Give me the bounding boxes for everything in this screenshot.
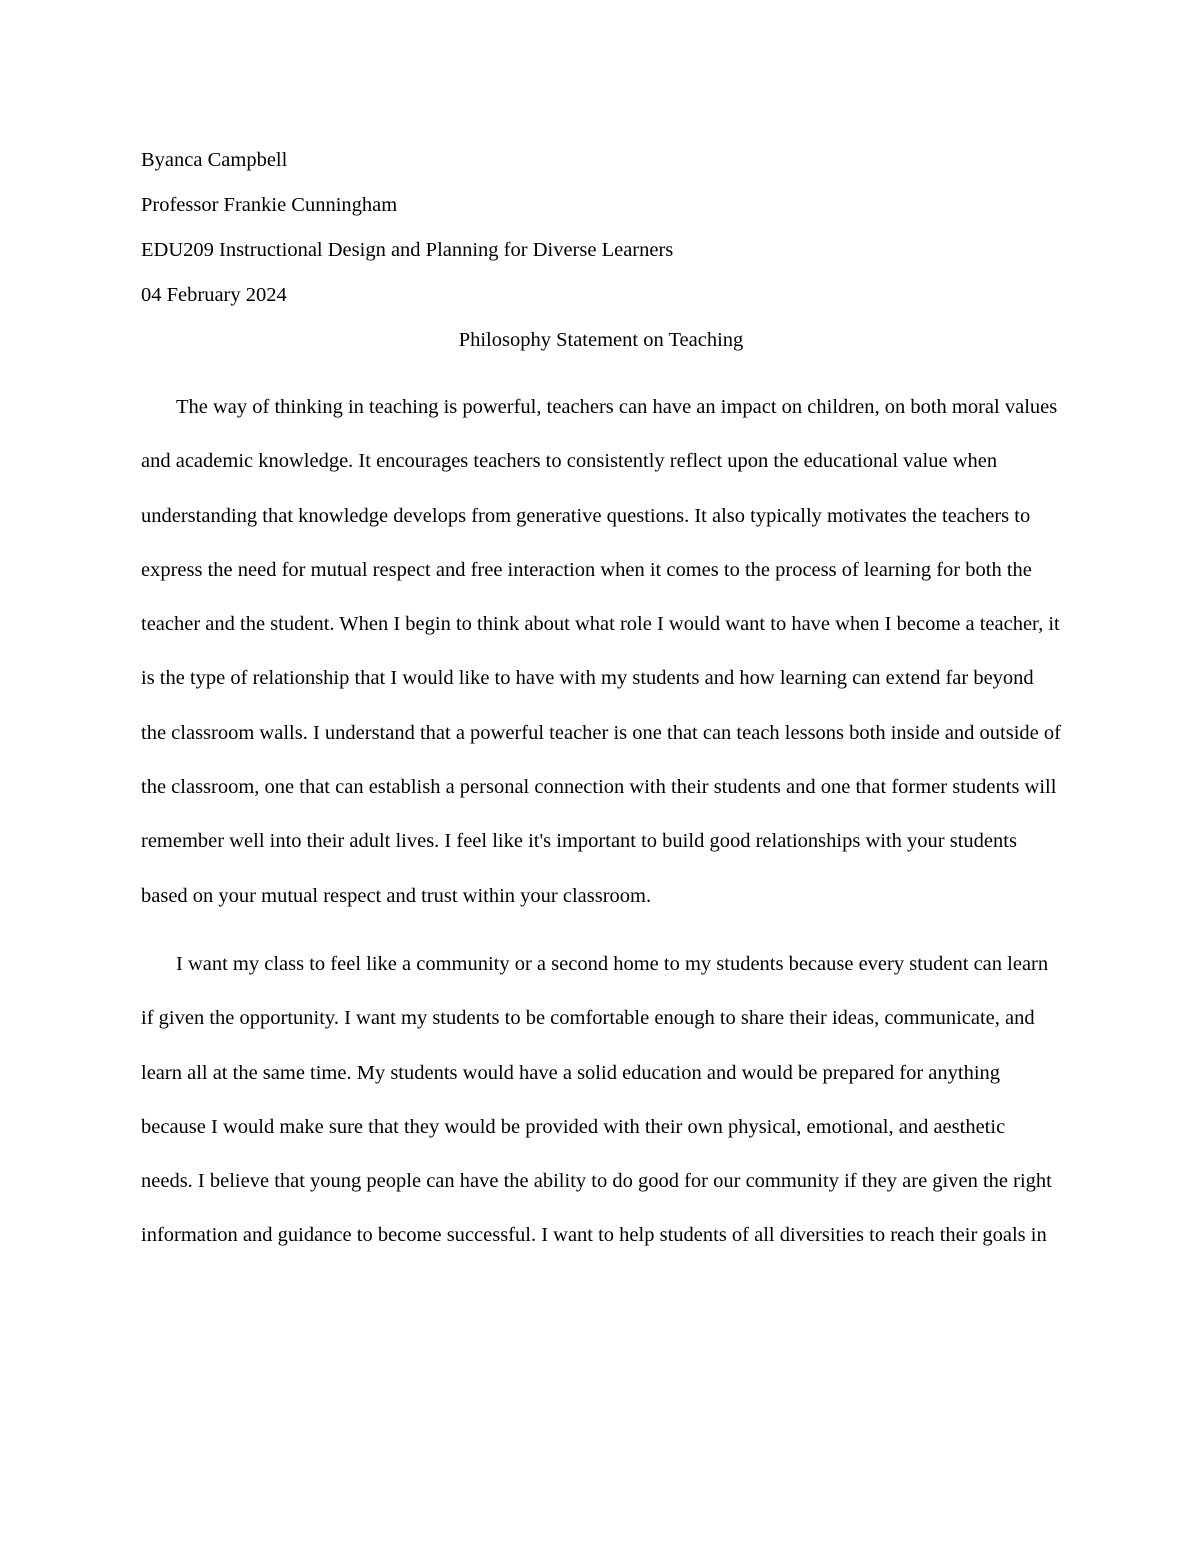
course-name: EDU209 Instructional Design and Planning for Diverse Learners [141, 239, 674, 261]
author-name: Byanca Campbell [141, 149, 288, 171]
paragraph: The way of thinking in teaching is powerful, teachers can have an impact on children, on both moral values and academic knowledge. It encourages teachers to consistently reflect upon the educational value when understanding that knowledge develops from generative questions. It also typically motivates the teachers to express the need for mutual respect and free interaction when it comes to the process of learning for both the teacher and the student. When I begin to think about what role I would want to have when I become a teacher, it is the type of relationship that I would like to have with my students and how learning can extend far beyond the classroom walls. I understand that a powerful teacher is one that can teach lessons both inside and outside of the classroom, one that can establish a personal connection with their students and one that former students will remember well into their adult lives. I feel like it's important to build good relationships with your students based on your mutual respect and trust within your classroom. [141, 396, 1061, 907]
document-body [141, 380, 1061, 1263]
document-content [141, 138, 1061, 1263]
document-title: Philosophy Statement on Teaching [458, 329, 744, 351]
paragraph: I want my class to feel like a community or a second home to my students because every student can learn if given the opportunity. I want my students to be comfortable enough to share their ideas, communicate, and learn all at the same time. My students would have a solid education and would be prepared for anything because I would make sure that they would be provided with their own physical, emotional, and aesthetic needs. I believe that young people can have the ability to do good for our community if they are given the right information and guidance to become successful. I want to help students of all diversities to reach their goals in [141, 952, 1052, 1247]
document-date: 04 February 2024 [141, 284, 287, 306]
professor-name: Professor Frankie Cunningham [141, 194, 398, 216]
